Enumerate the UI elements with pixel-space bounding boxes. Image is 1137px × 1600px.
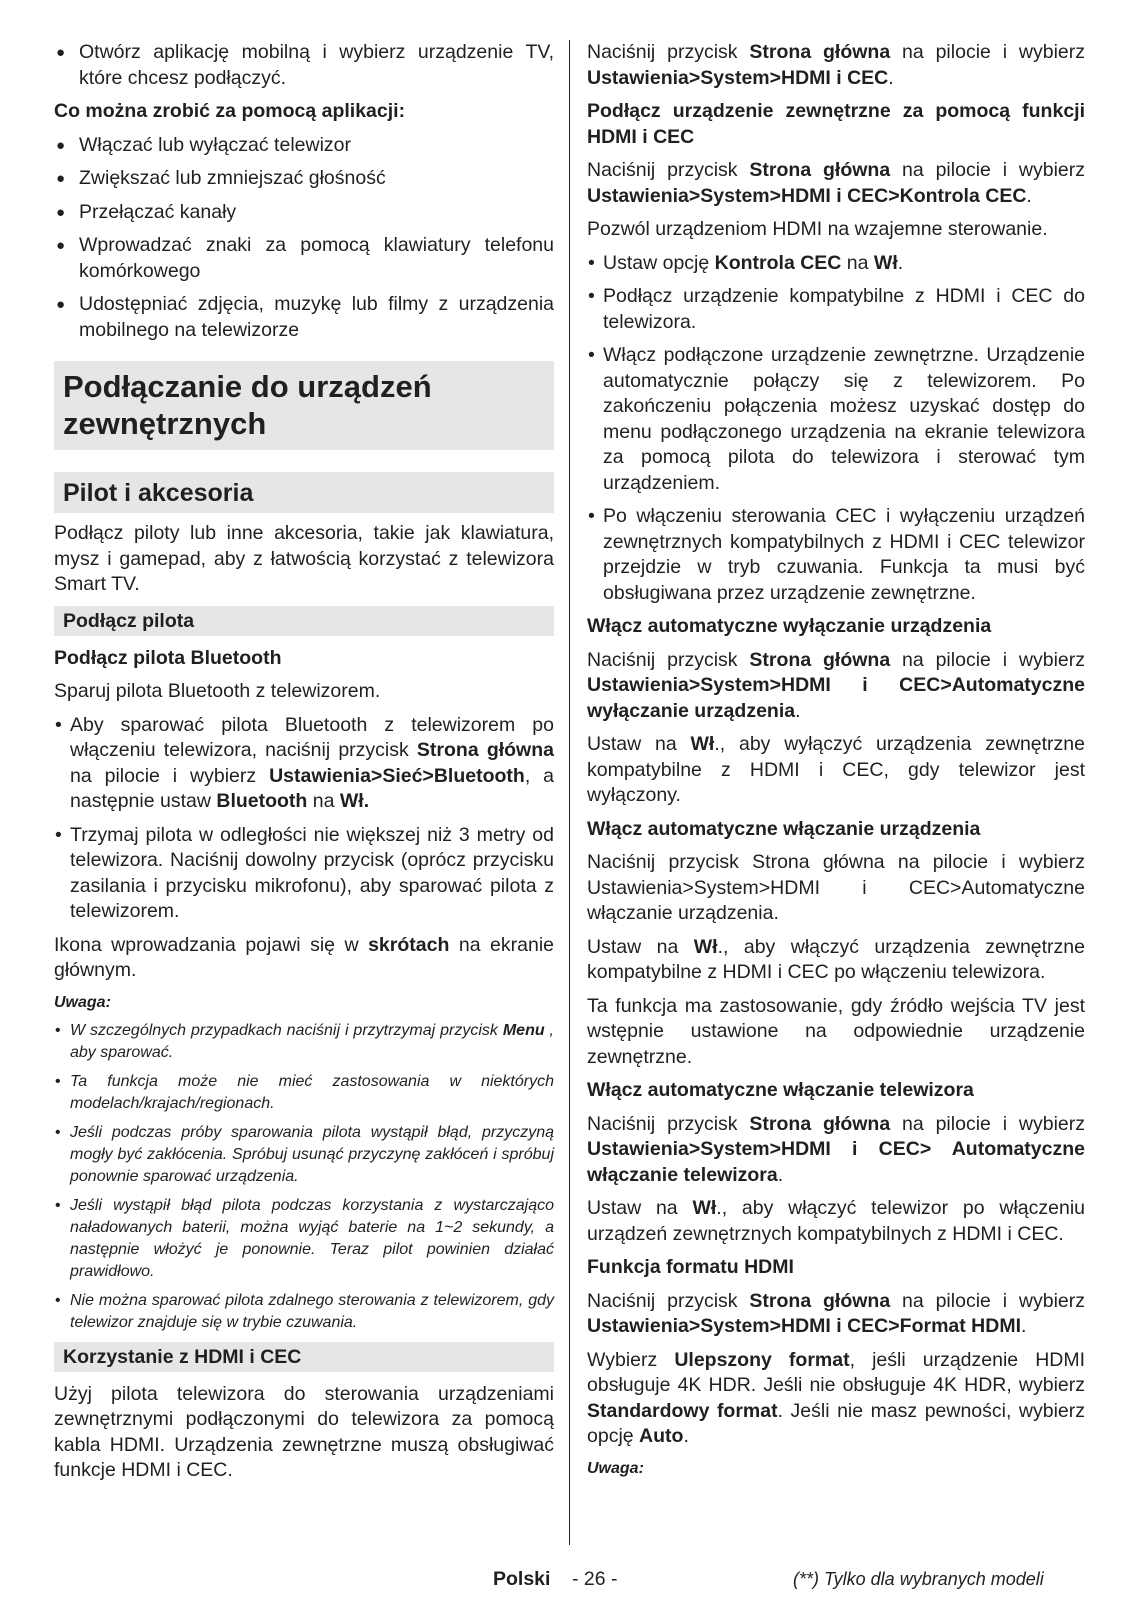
note-title: Uwaga: <box>587 1459 644 1477</box>
column-divider <box>569 40 570 1545</box>
hdmi-cec-title: Korzystanie z HDMI i CEC <box>54 1342 554 1372</box>
paragraph: Naciśnij przycisk Strona główna na pilocie i wybierz Ustawienia>System>HDMI i CEC. <box>587 41 1086 89</box>
paragraph: Ta funkcja ma zastosowanie, gdy źródło wejścia TV jest wstępnie ustawione na odpowiednie urządzenie zewnętrzne. <box>587 994 1085 1068</box>
subsection-intro: Podłącz piloty lub inne akcesoria, takie jak klawiatura, mysz i gamepad, aby z łatwością korzystać z telewizora Smart TV. <box>54 522 554 595</box>
bluetooth-steps <box>54 713 554 925</box>
subheading: Funkcja formatu HDMI <box>587 1256 794 1278</box>
list-item: • Podłącz urządzenie kompatybilne z HDMI i CEC do telewizora. <box>587 284 1085 335</box>
app-heading: Co można zrobić za pomocą aplikacji: <box>54 100 406 122</box>
footer-language: Polski <box>493 1568 551 1590</box>
right-column <box>587 40 1085 1486</box>
list-item: ● Otwórz aplikację mobilną i wybierz urządzenie TV, które chcesz podłączyć. <box>54 40 554 91</box>
hdmi-cec-intro: Użyj pilota telewizora do sterowania urządzeniami zewnętrznymi podłączonymi do telewizora za pomocą kabla HDMI. Urządzenia zewnętrzne muszą obsługiwać funkcje HDMI i CEC. <box>54 1382 554 1481</box>
paragraph: Wybierz Ulepszony format, jeśli urządzenie HDMI obsługuje 4K HDR. Jeśli nie obsługuje 4K HDR, wybierz Standardowy format. Jeśli nie masz pewności, wybierz opcję Auto. <box>587 1348 1086 1447</box>
subheading: Włącz automatyczne włączanie urządzenia <box>587 817 981 840</box>
paragraph: Naciśnij przycisk Strona główna na pilocie i wybierz Ustawienia>System>HDMI i CEC>Automatyczne włączanie urządzenia. <box>587 851 1085 924</box>
list-item: ● Udostępniać zdjęcia, muzykę lub filmy z urządzenia mobilnego na telewizorze <box>54 292 554 343</box>
note-item: • W szczególnych przypadkach naciśnij i przytrzymaj przycisk Menu , aby sparować. <box>54 1020 554 1064</box>
paragraph: Pozwól urządzeniom HDMI na wzajemne sterowanie. <box>587 218 1048 240</box>
input-icon-paragraph: Ikona wprowadzania pojawi się w skrótach na ekranie głównym. <box>54 933 554 981</box>
paragraph: Ustaw na Wł., aby włączyć urządzenia zewnętrzne kompatybilne z HDMI i CEC po włączeniu telewizora. <box>587 935 1085 983</box>
footer-note: (**) Tylko dla wybranych modeli <box>793 1569 1044 1589</box>
paragraph: Ustaw na Wł., aby włączyć telewizor po włączeniu urządzeń zewnętrznych kompatybilnych z HDMI i CEC. <box>587 1197 1086 1245</box>
bluetooth-intro: Sparuj pilota Bluetooth z telewizorem. <box>54 680 381 702</box>
list-item: ● Zwiększać lub zmniejszać głośność <box>54 166 554 192</box>
list-item: • Trzymaj pilota w odległości nie większej niż 3 metry od telewizora. Naciśnij dowolny przycisk (oprócz przycisku zasilania i przycisku mikrofonu), aby sparować pilota z telewizorem. <box>54 823 554 925</box>
note-item: • Ta funkcja może nie mieć zastosowania w niektórych modelach/krajach/regionach. <box>54 1071 554 1115</box>
left-column <box>54 40 554 1492</box>
list-item: ● Włączać lub wyłączać telewizor <box>54 133 554 159</box>
list-item: ● Wprowadzać znaki za pomocą klawiatury telefonu komórkowego <box>54 233 554 284</box>
list-item: • Włącz podłączone urządzenie zewnętrzne. Urządzenie automatycznie połączy się z telewizorem. Po zakończeniu połączenia możesz uzyskać dostęp do menu podłączonego urządzenia na ekranie telewizora za pomocą pilota do telewizora i sterować tym urządzeniem. <box>587 343 1085 496</box>
note-item: • Jeśli wystąpił błąd pilota podczas korzystania z wystarczająco naładowanych baterii, można wyjąć baterie na 1~2 sekundy, a następnie włożyć je ponownie. Teraz pilot powinien działać prawidłowo. <box>54 1195 554 1283</box>
paragraph: Naciśnij przycisk Strona główna na pilocie i wybierz Ustawienia>System>HDMI i CEC> Automatyczne włączanie telewizora. <box>587 1112 1086 1186</box>
connect-remote-title: Podłącz pilota <box>54 606 554 636</box>
list-item: • Po włączeniu sterowania CEC i wyłączeniu urządzeń zewnętrznych kompatybilnych z HDMI i CEC telewizor przejdzie w tryb czuwania. Funkcja ta musi być obsługiwana przez urządzenie zewnętrzne. <box>587 504 1085 606</box>
subheading: Podłącz urządzenie zewnętrzne za pomocą funkcji HDMI i CEC <box>587 100 1085 148</box>
list-item: • Ustaw opcję Kontrola CEC na Wł. <box>587 251 1085 277</box>
app-features-list <box>54 133 554 344</box>
bluetooth-title: Podłącz pilota Bluetooth <box>54 646 282 669</box>
paragraph: Naciśnij przycisk Strona główna na pilocie i wybierz Ustawienia>System>HDMI i CEC>Kontrola CEC. <box>587 159 1086 207</box>
note-item: • Nie można sparować pilota zdalnego sterowania z telewizorem, gdy telewizor znajduje się w trybie czuwania. <box>54 1290 554 1334</box>
paragraph: Ustaw na Wł., aby wyłączyć urządzenia zewnętrzne kompatybilne z HDMI i CEC, gdy telewizor jest wyłączony. <box>587 733 1085 806</box>
subheading: Włącz automatyczne włączanie telewizora <box>587 1079 974 1101</box>
section-title: Podłączanie do urządzeń zewnętrznych <box>54 361 554 450</box>
paragraph: Naciśnij przycisk Strona główna na pilocie i wybierz Ustawienia>System>HDMI i CEC>Format HDMI. <box>587 1289 1086 1337</box>
page-number: - 26 - <box>572 1568 618 1590</box>
notes-list <box>54 1020 554 1334</box>
paragraph: Naciśnij przycisk Strona główna na pilocie i wybierz Ustawienia>System>HDMI i CEC>Automatyczne wyłączanie urządzenia. <box>587 648 1086 722</box>
subsection-title: Pilot i akcesoria <box>54 472 554 513</box>
cec-steps <box>587 251 1085 607</box>
note-item: • Jeśli podczas próby sparowania pilota wystąpił błąd, przyczyną mogły być zakłócenia. Spróbuj usunąć przyczynę zakłóceń i spróbuj ponownie sparować urządzenia. <box>54 1122 554 1188</box>
subheading: Włącz automatyczne wyłączanie urządzenia <box>587 615 992 637</box>
intro-list <box>54 40 554 91</box>
list-item: • Aby sparować pilota Bluetooth z telewizorem po włączeniu telewizora, naciśnij przycisk Strona główna na pilocie i wybierz Ustawienia>Sieć>Bluetooth, a następnie ustaw Bluetooth na Wł. <box>54 713 554 815</box>
list-item: ● Przełączać kanały <box>54 200 554 226</box>
note-title: Uwaga: <box>54 993 111 1011</box>
